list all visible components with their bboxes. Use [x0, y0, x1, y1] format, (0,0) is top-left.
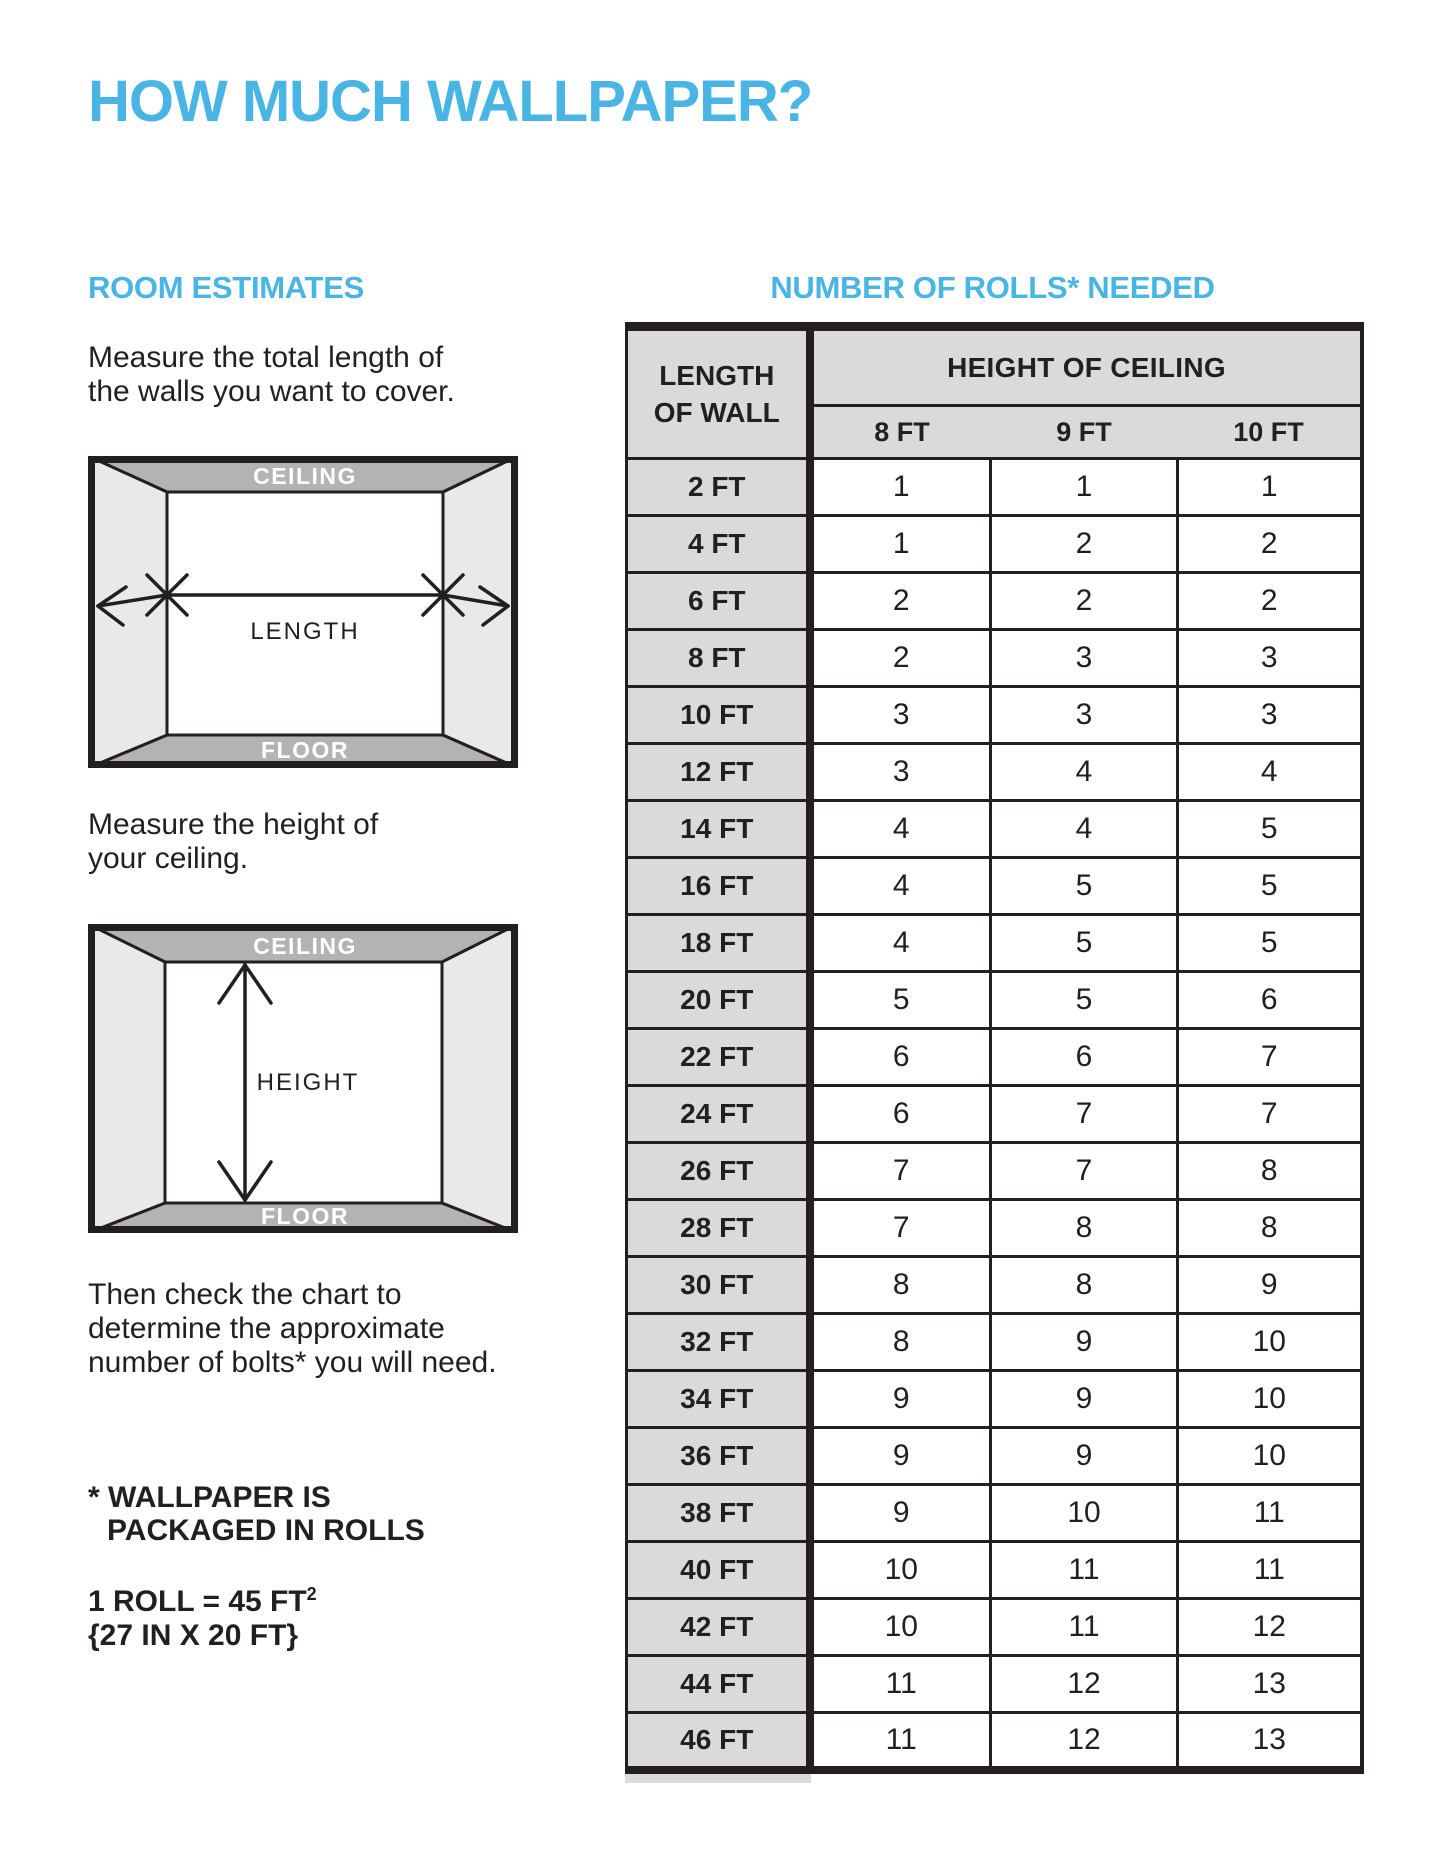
roll-count-cell: 12	[991, 1713, 1178, 1770]
roll-count-cell: 8	[991, 1200, 1178, 1257]
table-row	[627, 573, 1362, 630]
roll-count-cell: 11	[810, 1713, 991, 1770]
room-length-diagram-svg	[88, 456, 518, 768]
table-row	[627, 915, 1362, 972]
table-row	[627, 1542, 1362, 1599]
roll-count-cell: 5	[810, 972, 991, 1029]
roll-count-cell: 1	[1178, 459, 1362, 516]
roll-count-cell: 3	[991, 630, 1178, 687]
instruction-line: Measure the height of	[88, 808, 379, 841]
length-label: LENGTH	[250, 618, 360, 645]
instruction-line: number of bolts* you will need.	[88, 1346, 497, 1379]
row-label-wall-length: 46 FT	[627, 1713, 810, 1770]
roll-count-cell: 1	[810, 459, 991, 516]
row-label-wall-length: 22 FT	[627, 1029, 810, 1086]
room-height-diagram-svg	[88, 924, 518, 1233]
row-label-wall-length: 38 FT	[627, 1485, 810, 1542]
roll-count-cell: 2	[1178, 516, 1362, 573]
roll-count-cell: 13	[1178, 1713, 1362, 1770]
rolls-needed-table	[625, 322, 1364, 1774]
roll-count-cell: 9	[1178, 1257, 1362, 1314]
roll-count-cell: 5	[991, 972, 1178, 1029]
roll-count-cell: 11	[1178, 1485, 1362, 1542]
row-label-wall-length: 10 FT	[627, 687, 810, 744]
roll-count-cell: 10	[1178, 1371, 1362, 1428]
row-label-wall-length: 34 FT	[627, 1371, 810, 1428]
roll-count-cell: 11	[1178, 1542, 1362, 1599]
table-row	[627, 1428, 1362, 1485]
row-label-wall-length: 2 FT	[627, 459, 810, 516]
footnote-line: PACKAGED IN ROLLS	[107, 1514, 425, 1547]
room-length-diagram	[88, 456, 518, 768]
roll-count-cell: 4	[810, 858, 991, 915]
page-title: HOW MUCH WALLPAPER?	[88, 69, 813, 134]
roll-count-cell: 11	[991, 1542, 1178, 1599]
roll-count-cell: 8	[810, 1257, 991, 1314]
row-label-wall-length: 28 FT	[627, 1200, 810, 1257]
left-wall	[88, 924, 165, 1233]
roll-count-cell: 9	[991, 1428, 1178, 1485]
ceiling-label: CEILING	[253, 933, 357, 959]
row-label-wall-length: 4 FT	[627, 516, 810, 573]
roll-count-cell: 12	[991, 1656, 1178, 1713]
roll-count-cell: 10	[991, 1485, 1178, 1542]
roll-count-cell: 6	[810, 1029, 991, 1086]
col-header-8ft: 8 FT	[810, 406, 991, 459]
table-row	[627, 1314, 1362, 1371]
rolls-table-container	[625, 322, 1360, 1774]
roll-count-cell: 6	[1178, 972, 1362, 1029]
right-wall	[443, 456, 518, 768]
roll-count-cell: 3	[991, 687, 1178, 744]
table-row	[627, 972, 1362, 1029]
table-row	[627, 1485, 1362, 1542]
rolls-needed-heading: NUMBER OF ROLLS* NEEDED	[770, 270, 1215, 305]
roll-count-cell: 3	[1178, 687, 1362, 744]
instruction-line: Then check the chart to	[88, 1278, 402, 1311]
roll-area-line: 1 ROLL = 45 $FT^2$	[88, 1584, 317, 1618]
instruction-line: the walls you want to cover.	[88, 375, 455, 408]
table-row	[627, 516, 1362, 573]
instruction-measure-height	[88, 808, 378, 876]
roll-count-cell: 9	[810, 1485, 991, 1542]
roll-count-cell: 2	[991, 516, 1178, 573]
roll-count-cell: 10	[810, 1599, 991, 1656]
roll-count-cell: 8	[1178, 1143, 1362, 1200]
row-label-wall-length: 42 FT	[627, 1599, 810, 1656]
roll-dimensions-line: {27 IN X 20 FT}	[88, 1619, 299, 1652]
roll-count-cell: 9	[991, 1314, 1178, 1371]
row-label-wall-length: 8 FT	[627, 630, 810, 687]
table-row	[627, 1200, 1362, 1257]
roll-count-cell: 8	[1178, 1200, 1362, 1257]
roll-size-info	[88, 1585, 317, 1653]
row-label-wall-length: 14 FT	[627, 801, 810, 858]
table-row	[627, 1143, 1362, 1200]
table-row	[627, 1656, 1362, 1713]
instruction-check-chart	[88, 1278, 497, 1380]
row-label-wall-length: 12 FT	[627, 744, 810, 801]
instruction-line: Measure the total length of	[88, 341, 444, 374]
table-row	[627, 459, 1362, 516]
instruction-line: your ceiling.	[88, 842, 249, 875]
squared-superscript: 2	[306, 1584, 317, 1604]
roll-count-cell: 9	[810, 1371, 991, 1428]
roll-count-cell: 4	[810, 801, 991, 858]
roll-count-cell: 3	[810, 687, 991, 744]
roll-count-cell: 8	[991, 1257, 1178, 1314]
roll-count-cell: 7	[991, 1143, 1178, 1200]
roll-count-cell: 2	[1178, 573, 1362, 630]
roll-count-cell: 3	[810, 744, 991, 801]
instruction-line: determine the approximate	[88, 1312, 445, 1345]
table-row	[627, 744, 1362, 801]
floor-label: FLOOR	[261, 737, 349, 763]
roll-count-cell: 10	[810, 1542, 991, 1599]
footnote-line: * WALLPAPER IS	[88, 1481, 331, 1514]
roll-count-cell: 7	[991, 1086, 1178, 1143]
roll-count-cell: 1	[810, 516, 991, 573]
row-label-wall-length: 30 FT	[627, 1257, 810, 1314]
roll-count-cell: 2	[810, 630, 991, 687]
asterisk-marker: *	[88, 1481, 100, 1514]
col-header-9ft: 9 FT	[991, 406, 1178, 459]
roll-count-cell: 7	[810, 1200, 991, 1257]
roll-count-cell: 3	[1178, 630, 1362, 687]
col-header-length-of-wall: LENGTH OF WALL	[627, 327, 810, 459]
roll-count-cell: 5	[991, 858, 1178, 915]
roll-count-cell: 4	[1178, 744, 1362, 801]
roll-count-cell: 13	[1178, 1656, 1362, 1713]
roll-count-cell: 2	[810, 573, 991, 630]
table-row	[627, 1086, 1362, 1143]
room-estimates-heading: ROOM ESTIMATES	[88, 270, 364, 305]
table-row	[627, 1029, 1362, 1086]
ceiling-label: CEILING	[253, 463, 357, 489]
roll-count-cell: 5	[1178, 858, 1362, 915]
left-wall	[88, 456, 167, 768]
roll-count-cell: 2	[991, 573, 1178, 630]
table-row	[627, 1371, 1362, 1428]
instruction-measure-length	[88, 341, 455, 409]
row-label-wall-length: 40 FT	[627, 1542, 810, 1599]
roll-count-cell: 5	[1178, 915, 1362, 972]
roll-count-cell: 9	[810, 1428, 991, 1485]
roll-count-cell: 4	[991, 744, 1178, 801]
roll-count-cell: 10	[1178, 1314, 1362, 1371]
row-label-wall-length: 24 FT	[627, 1086, 810, 1143]
floor-label: FLOOR	[261, 1203, 349, 1229]
roll-count-cell: 8	[810, 1314, 991, 1371]
row-label-wall-length: 26 FT	[627, 1143, 810, 1200]
row-label-wall-length: 6 FT	[627, 573, 810, 630]
roll-count-cell: 11	[991, 1599, 1178, 1656]
row-label-wall-length: 20 FT	[627, 972, 810, 1029]
table-row	[627, 630, 1362, 687]
wallpaper-rolls-footnote	[88, 1481, 425, 1547]
roll-count-cell: 7	[1178, 1029, 1362, 1086]
roll-count-cell: 4	[991, 801, 1178, 858]
row-label-wall-length: 36 FT	[627, 1428, 810, 1485]
table-row	[627, 801, 1362, 858]
right-wall	[442, 924, 518, 1233]
roll-count-cell: 10	[1178, 1428, 1362, 1485]
row-label-wall-length: 16 FT	[627, 858, 810, 915]
roll-count-cell: 4	[810, 915, 991, 972]
table-row	[627, 687, 1362, 744]
roll-count-cell: 6	[991, 1029, 1178, 1086]
roll-count-cell: 12	[1178, 1599, 1362, 1656]
roll-count-cell: 5	[991, 915, 1178, 972]
group-header-height-of-ceiling: HEIGHT OF CEILING	[810, 327, 1362, 406]
height-label: HEIGHT	[256, 1069, 360, 1096]
roll-count-cell: 7	[1178, 1086, 1362, 1143]
back-wall	[167, 492, 443, 735]
roll-count-cell: 9	[991, 1371, 1178, 1428]
row-label-wall-length: 44 FT	[627, 1656, 810, 1713]
table-header-row	[627, 327, 1362, 406]
col-header-10ft: 10 FT	[1178, 406, 1362, 459]
table-row	[627, 858, 1362, 915]
row-label-wall-length: 18 FT	[627, 915, 810, 972]
roll-count-cell: 5	[1178, 801, 1362, 858]
roll-count-cell: 11	[810, 1656, 991, 1713]
roll-count-cell: 6	[810, 1086, 991, 1143]
roll-count-cell: 1	[991, 459, 1178, 516]
table-row	[627, 1257, 1362, 1314]
row-label-wall-length: 32 FT	[627, 1314, 810, 1371]
table-row	[627, 1713, 1362, 1770]
table-row	[627, 1599, 1362, 1656]
roll-count-cell: 7	[810, 1143, 991, 1200]
room-height-diagram	[88, 924, 518, 1233]
